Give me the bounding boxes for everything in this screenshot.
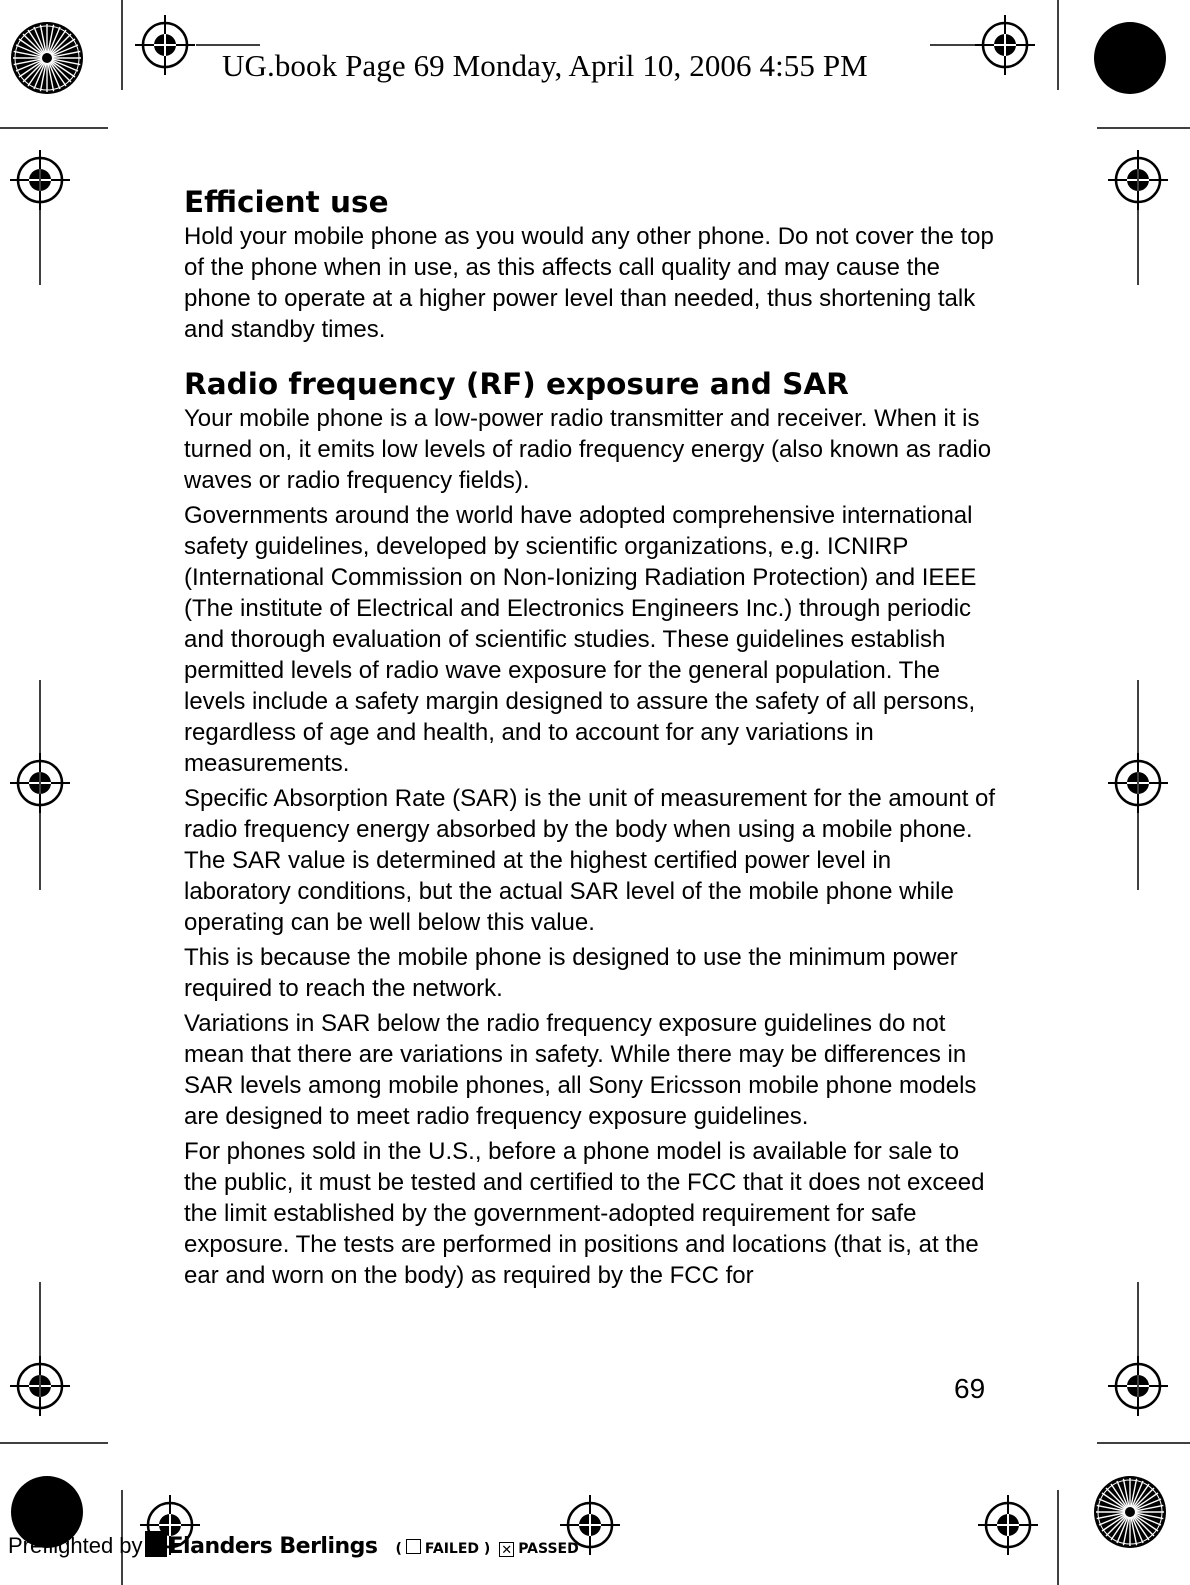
print-slug: UG.book Page 69 Monday, April 10, 2006 4:55 PM bbox=[222, 48, 868, 83]
preflight-stamp: Preflighted by Elanders Berlings ( FAILED ) ✕ PASSED bbox=[8, 1533, 579, 1559]
page-content bbox=[184, 183, 999, 1295]
failed-label: FAILED bbox=[424, 1541, 480, 1557]
passed-checkbox-icon: ✕ bbox=[499, 1542, 514, 1557]
paragraph: Governments around the world have adopted comprehensive international safety guidelines, developed by scientific organizations, e.g. ICNIRP (International Commission on Non-Ionizing Radiation Protection) and IEEE (The institute of Electrical and Electronics Engineers Inc.) through periodic and thorough evaluation of scientific studies. These guidelines establish permitted levels of radio wave exposure for the general population. The levels include a safety margin designed to assure the safety of all persons, regardless of age and health, and to account for any variations in measurements. bbox=[184, 502, 977, 777]
paragraph: Hold your mobile phone as you would any other phone. Do not cover the top of the phone when in use, as this affects call quality and may cause the phone to operate at a higher power level than needed, thus shortening talk and standby times. bbox=[184, 223, 994, 343]
paragraph: Specific Absorption Rate (SAR) is the unit of measurement for the amount of radio frequency energy absorbed by the body when using a mobile phone. The SAR value is determined at the highest certified power level in laboratory conditions, but the actual SAR level of the mobile phone while operating can be well below this value. bbox=[184, 785, 996, 936]
paragraph: For phones sold in the U.S., before a phone model is available for sale to the public, it must be tested and certified to the FCC that it does not exceed the limit established by the government-adopted requirement for safe exposure. The tests are performed in positions and locations (that is, at the ear and worn on the body) as required by the FCC for bbox=[184, 1138, 985, 1289]
elanders-logo-icon bbox=[145, 1531, 167, 1557]
paragraph: Variations in SAR below the radio frequency exposure guidelines do not mean that there are variations in safety. While there may be differences in SAR levels among mobile phones, all Sony Ericsson mobile phone models are designed to meet radio frequency exposure guidelines. bbox=[184, 1010, 977, 1130]
preflight-brand: Elanders Berlings bbox=[168, 1534, 378, 1559]
page-number: 69 bbox=[954, 1373, 986, 1404]
section-heading: Efficient use bbox=[184, 185, 389, 219]
paragraph: This is because the mobile phone is designed to use the minimum power required to reach the network. bbox=[184, 944, 958, 1002]
passed-label: PASSED bbox=[518, 1541, 579, 1557]
section-heading: Radio frequency (RF) exposure and SAR bbox=[184, 367, 849, 401]
failed-checkbox-icon bbox=[406, 1539, 421, 1554]
section-rf-exposure bbox=[184, 365, 999, 1291]
section-efficient-use bbox=[184, 183, 999, 345]
paragraph: Your mobile phone is a low-power radio transmitter and receiver. When it is turned on, it emits low levels of radio frequency energy (also known as radio waves or radio frequency fields). bbox=[184, 405, 992, 494]
preflight-label: Preflighted by bbox=[8, 1533, 143, 1558]
